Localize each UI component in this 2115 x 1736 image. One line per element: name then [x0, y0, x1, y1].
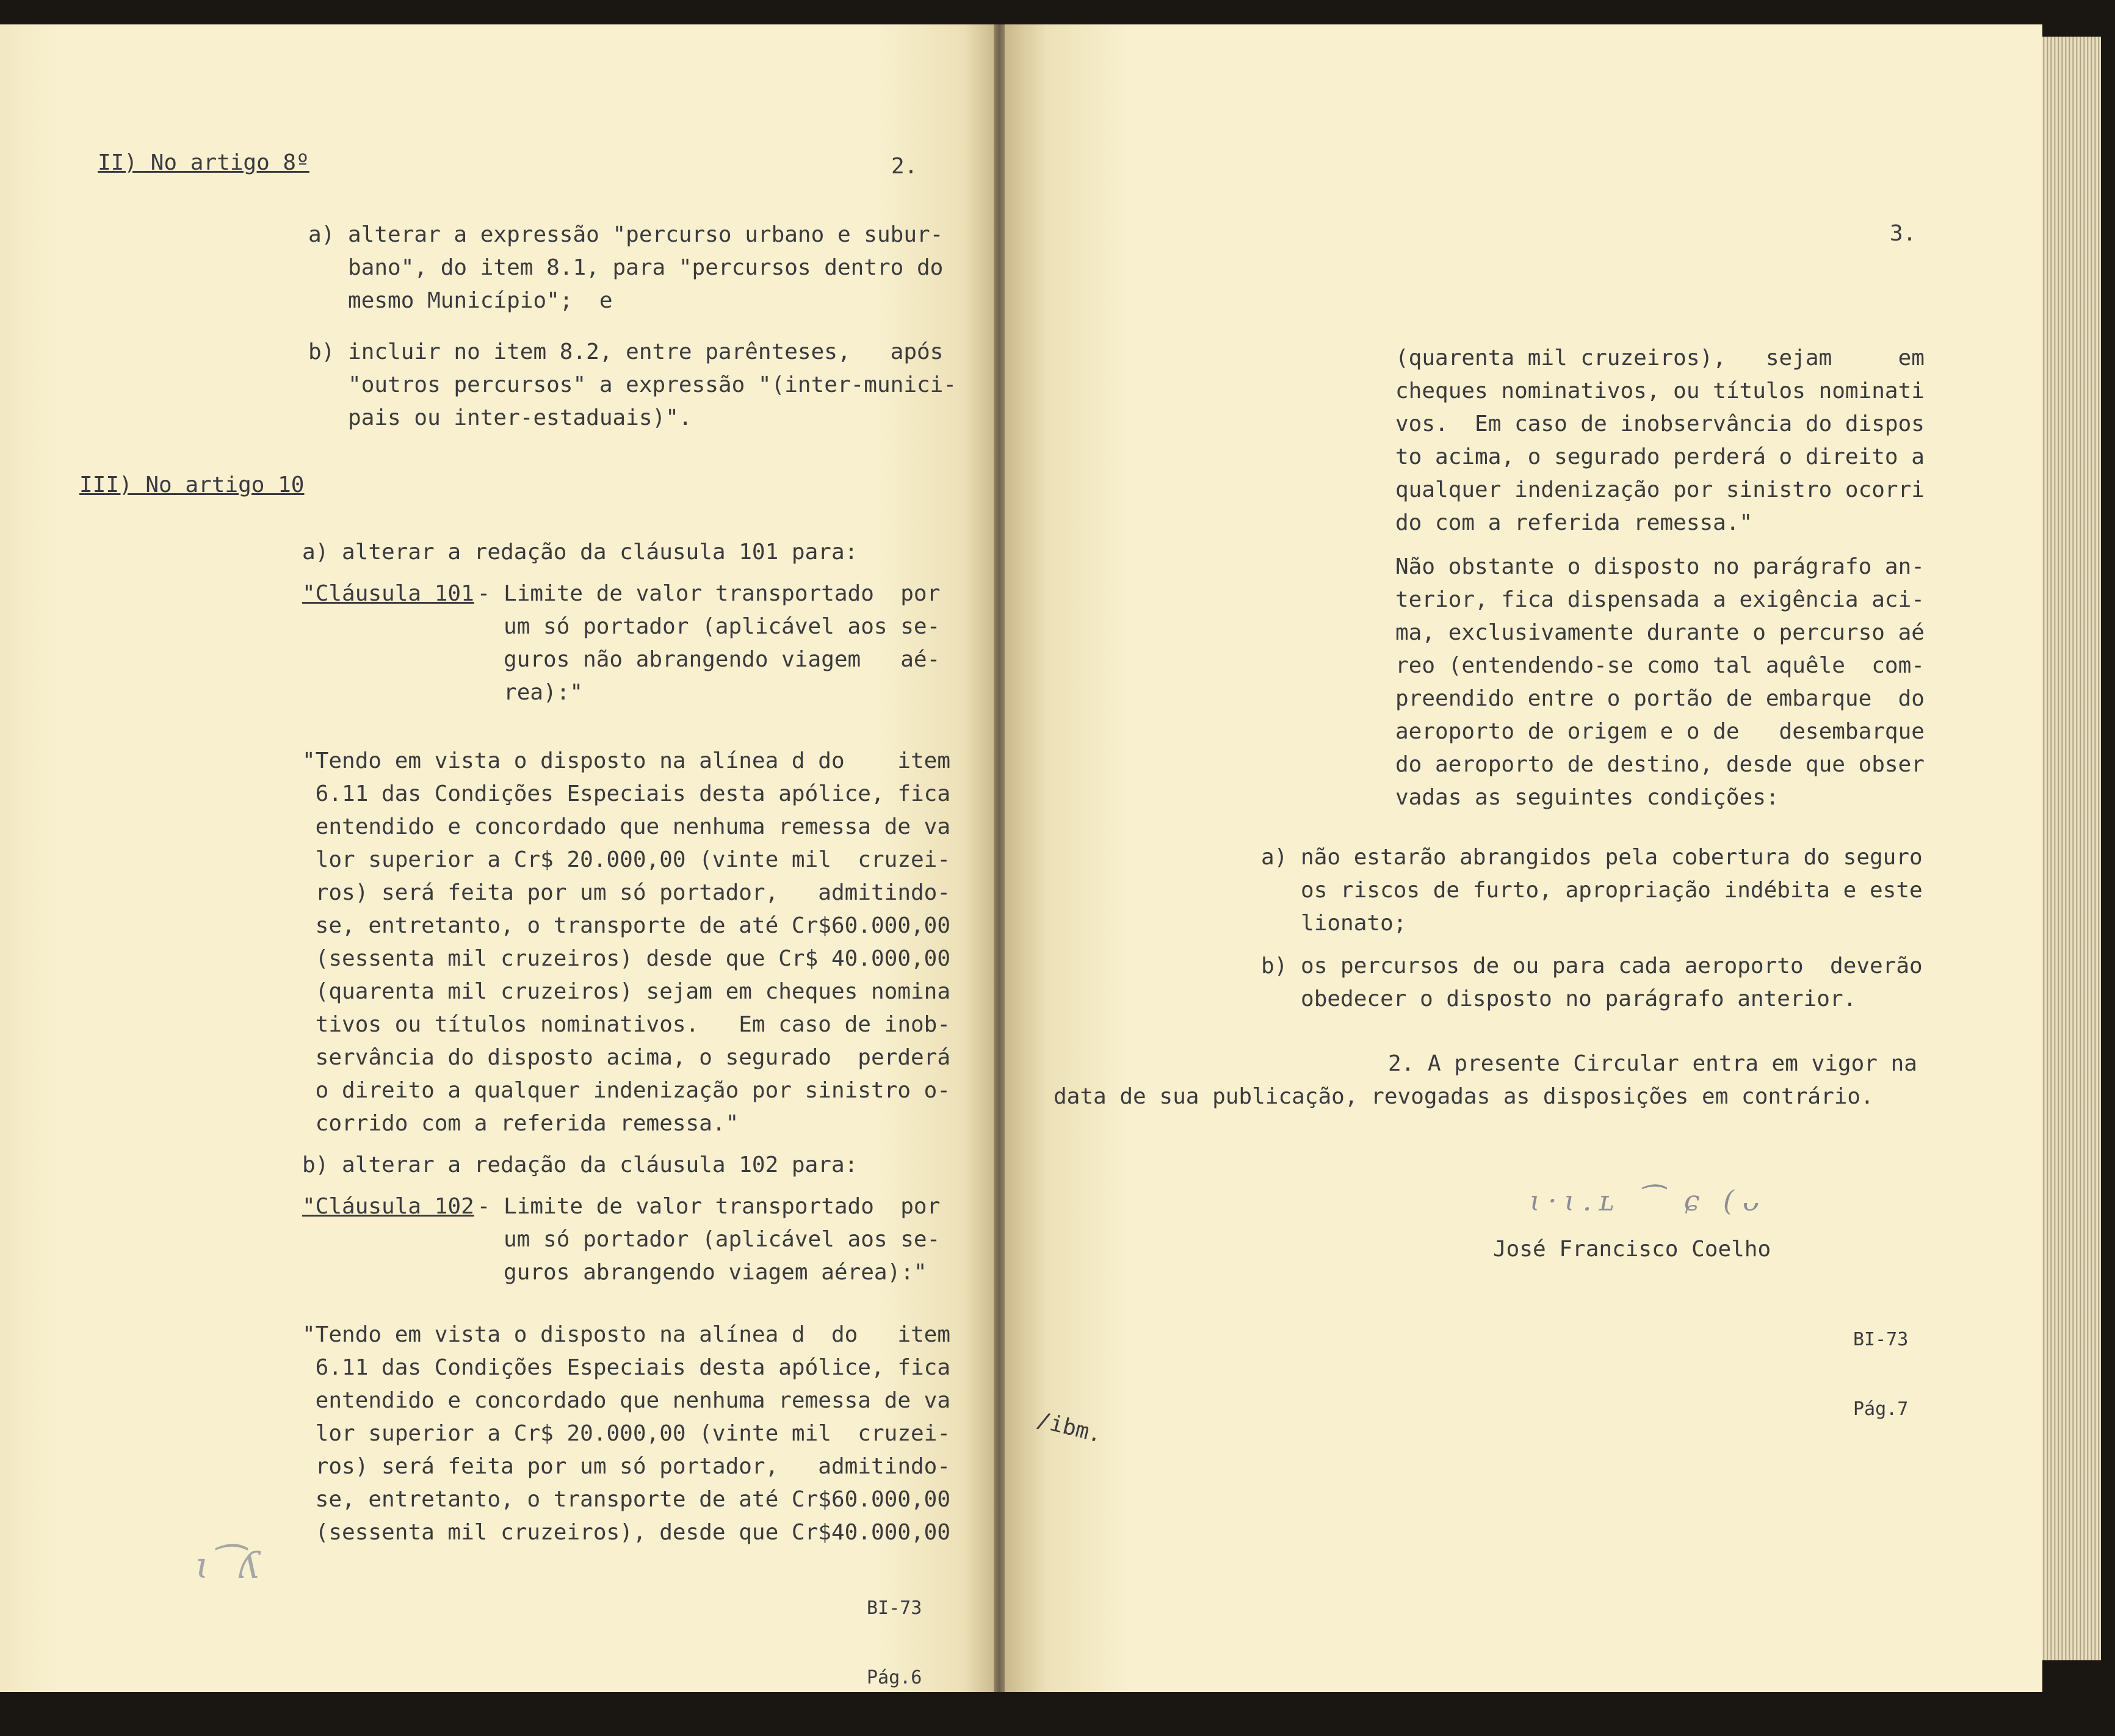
clause-101-label: "Cláusula 101	[302, 581, 474, 606]
text-line: pais ou inter-estaduais)".	[308, 405, 692, 430]
text-line: se, entretanto, o transporte de até Cr$60.000,00	[302, 1487, 951, 1512]
text-line: terior, fica dispensada a exigência aci-	[1395, 587, 1925, 612]
text-line: a) alterar a expressão "percurso urbano e subur-	[308, 222, 944, 247]
text-line: se, entretanto, o transporte de até Cr$60.000,00	[302, 913, 951, 938]
text-line: (quarenta mil cruzeiros) sejam em cheques nomina	[302, 979, 951, 1004]
text-line: ros) será feita por um só portador, admitindo-	[302, 1454, 951, 1479]
ref-page: Pág.7	[1853, 1398, 1909, 1420]
ref-page: Pág.6	[867, 1667, 922, 1688]
text-line: "Tendo em vista o disposto na alínea d do item	[302, 1322, 951, 1347]
text-line: preendido entre o portão de embarque do	[1395, 686, 1925, 711]
text-line: os riscos de furto, apropriação indébita e este	[1261, 878, 1923, 903]
clause-102-label: "Cláusula 102	[302, 1194, 474, 1219]
section-3-heading: III) No artigo 10	[79, 472, 305, 497]
ref-block-left	[867, 1550, 922, 1736]
text-line: o direito a qualquer indenização por sinistro o-	[302, 1078, 951, 1103]
text-line: rea):"	[464, 680, 584, 705]
text-line: b) os percursos de ou para cada aeroporto deverão	[1261, 953, 1923, 978]
ref-block-right	[1853, 1282, 1908, 1467]
signature-scribble: ɩ·ɩ.ʟ ⁀ ɕ (ᴗ	[1530, 1184, 1766, 1217]
text-line: (sessenta mil cruzeiros) desde que Cr$ 40.000,00	[302, 946, 951, 971]
text-line: (sessenta mil cruzeiros), desde que Cr$40.000,00	[302, 1520, 951, 1545]
text-line: qualquer indenização por sinistro ocorri	[1395, 477, 1925, 502]
text-line: ros) será feita por um só portador, admitindo-	[302, 880, 951, 905]
section-2-heading: II) No artigo 8º	[98, 150, 309, 175]
text-line: do aeroporto de destino, desde que obser	[1395, 752, 1925, 777]
signature-name: José Francisco Coelho	[1493, 1237, 1771, 1262]
text-line: b) incluir no item 8.2, entre parênteses, após	[308, 339, 944, 364]
text-line: lor superior a Cr$ 20.000,00 (vinte mil cruzei-	[302, 1421, 951, 1446]
text-line: entendido e concordado que nenhuma remessa de va	[302, 814, 951, 839]
text-line: 6.11 das Condições Especiais desta apólice, fica	[302, 1355, 951, 1380]
text-line: corrido com a referida remessa."	[302, 1111, 739, 1136]
text-line: um só portador (aplicável aos se-	[464, 614, 941, 639]
left-page	[0, 24, 994, 1692]
text-line: Não obstante o disposto no parágrafo an-	[1395, 554, 1925, 579]
right-page	[1005, 24, 2042, 1692]
text-line: "Tendo em vista o disposto na alínea d do item	[302, 748, 951, 773]
text-line: aeroporto de origem e o de desembarque	[1395, 719, 1925, 744]
text-line: lor superior a Cr$ 20.000,00 (vinte mil cruzei-	[302, 847, 951, 872]
ref-code: BI-73	[1853, 1329, 1909, 1350]
text-line: mesmo Município"; e	[308, 288, 613, 313]
clause-101-intro: a) alterar a redação da cláusula 101 para:	[302, 540, 858, 565]
text-line: vos. Em caso de inobservância do dispos	[1395, 411, 1925, 436]
ref-code: BI-73	[867, 1597, 922, 1619]
text-line: tivos ou títulos nominativos. Em caso de inob-	[302, 1012, 951, 1037]
text-line: guros não abrangendo viagem aé-	[464, 647, 941, 672]
handwritten-mark: ɩ⁀ʎ	[195, 1544, 260, 1587]
text-line: (quarenta mil cruzeiros), sejam em	[1395, 345, 1925, 371]
text-line: ma, exclusivamente durante o percurso aé	[1395, 620, 1925, 645]
text-line: a) não estarão abrangidos pela cobertura do seguro	[1261, 845, 1923, 870]
text-line: reo (entendendo-se como tal aquêle com-	[1395, 653, 1925, 678]
text-line: lionato;	[1261, 911, 1407, 936]
text-line: to acima, o segurado perderá o direito a	[1395, 444, 1925, 469]
text-line: servância do disposto acima, o segurado perderá	[302, 1045, 951, 1070]
text-line: um só portador (aplicável aos se-	[464, 1227, 941, 1252]
text-line: bano", do item 8.1, para "percursos dentro do	[308, 255, 944, 280]
text-line: - Limite de valor transportado por	[464, 1194, 941, 1219]
typist-initials: /ibm.	[1034, 1407, 1105, 1448]
text-line: cheques nominativos, ou títulos nominati	[1395, 378, 1925, 403]
text-line: "outros percursos" a expressão "(inter-munici-	[308, 372, 957, 397]
page-number-right: 3.	[1890, 221, 1917, 246]
text-line: guros abrangendo viagem aérea):"	[464, 1260, 927, 1285]
closing-line-2: data de sua publicação, revogadas as disposições em contrário.	[1054, 1084, 1874, 1109]
text-line: entendido e concordado que nenhuma remessa de va	[302, 1388, 951, 1413]
page-number-left: 2.	[891, 154, 918, 179]
clause-102-intro: b) alterar a redação da cláusula 102 para:	[302, 1152, 858, 1177]
text-line: obedecer o disposto no parágrafo anterior.	[1261, 986, 1857, 1011]
text-line: 6.11 das Condições Especiais desta apólice, fica	[302, 781, 951, 806]
text-line: - Limite de valor transportado por	[464, 581, 941, 606]
text-line: vadas as seguintes condições:	[1395, 785, 1779, 810]
text-line: do com a referida remessa."	[1395, 510, 1753, 535]
closing-line-1: 2. A presente Circular entra em vigor na	[1388, 1051, 1917, 1076]
